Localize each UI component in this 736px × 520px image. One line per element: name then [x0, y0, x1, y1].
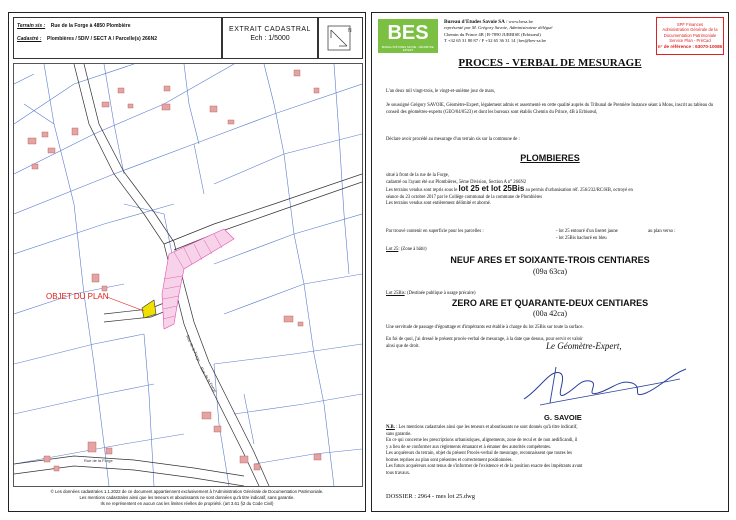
logo-subtitle: BUREAU D'ÉTUDES SAVOIE · GÉOMÈTRE-EXPERT [381, 46, 435, 52]
terrain-key: Terrain sis : [17, 23, 46, 29]
north-arrow-icon [317, 17, 363, 59]
situation-line: séance du 23 octobre 2017 par le Collège communal de la commune de Plombières [386, 194, 543, 200]
servitude-text: Une servitude de passage d'égouttage et d'impétrants est établie à charge du lot 25Bis sur toute la surface. [386, 325, 584, 330]
situation-block [386, 173, 716, 208]
commune-name: PLOMBIERES [520, 153, 580, 163]
spf-line: SPF Finances [676, 22, 704, 27]
lot25-label: Lot 25 [386, 247, 399, 252]
lot25-area-num: (09a 63ca) [533, 267, 567, 276]
lots-bold: lot 25 et lot 25Bis [458, 184, 525, 193]
declaration-text: Déclare avoir procédé au mesurage d'un terrain sis sur la commune de : [386, 137, 520, 142]
spf-line: Administration Générale de la [662, 27, 718, 33]
bureau-contact: T +32 65 31 80 87 / F +32 65 36 31 14 | bes@bes-sa.be [444, 38, 546, 44]
street-label: Rue de la Forge [199, 366, 218, 394]
nb-label: N.B. [386, 425, 395, 430]
terrain-value: Rue de la Forge à 4850 Plombière [50, 23, 131, 29]
cadastre-key: Cadastré : [17, 36, 42, 42]
situation-line: situé à front de la rue de la Forge, [386, 173, 450, 178]
spf-line: Service Plan - PréCad [669, 38, 711, 44]
spf-line: Documentation Patrimoniale [663, 32, 717, 38]
lot25bis-desc: : (Destinée publique à usage précaire) [404, 291, 476, 296]
footnote-line: Ils ne représentent en aucun cas les limites réelles de propriété. (art 3.61 §2 du Code Civil) [100, 501, 274, 506]
proces-verbal-page [371, 12, 729, 512]
cadastral-extract-page [8, 12, 366, 512]
nb-line: tous travaux. [386, 470, 411, 476]
intro-text: L'an deux mil vingt-trois, le vingt-et-unième jour de mars, [386, 89, 496, 94]
bureau-address-line: Chemin du Prince 4B | B-7890 JURBISE (Erbisœul) [444, 31, 541, 37]
nb-line: bornes reprises au plan sont présentes et correctement positionnées. [386, 457, 513, 463]
contenance-block [386, 229, 716, 243]
objet-du-plan-label: OBJET DU PLAN [46, 292, 109, 301]
spf-stamp [656, 17, 724, 55]
handwritten-signature [520, 359, 690, 411]
street-label: Rue de la Forge [185, 334, 202, 363]
map-drawing [14, 64, 362, 486]
signature-name: G. SAVOIE [544, 413, 582, 422]
surveyor-paragraph: Je soussigné Grégory SAVOIE, Géomètre-Expert, légalement admis et assermenté en cette qualité auprès du Tribunal de Première Instance séant à Mons, inscrit au tableau du conseil des géomètres-experts (GEO/04/0523) et dont les bureaux sont établis Chemin du Prince, 4B à Erbisœul, [386, 103, 714, 115]
nb-line: y a lieu de se conformer aux règlements émanant et à émaner des autorités compétentes. [386, 444, 552, 450]
spf-number: n° de référence : 63070-10086 [657, 43, 723, 49]
lot25bis-label-line [386, 291, 476, 296]
svg-text:N: N [348, 28, 352, 34]
nb-line: : Les mentions cadastrales ainsi que les teneurs et aboutissants ne sont donnés qu'à titre indicatif, [396, 425, 578, 430]
header-table [13, 17, 223, 59]
lot-25-highlight [142, 300, 156, 318]
logo-text: BES [387, 22, 429, 44]
signature-title: Le Géomètre-Expert, [546, 341, 622, 351]
extrait-scale: Ech : 1/5000 [250, 35, 290, 42]
bureau-address [444, 19, 644, 45]
nb-line: Les futurs acquéreurs sont tenus de s'informer de l'existence et de la position exacte des impétrants avant [386, 464, 583, 469]
lot25bis-label: Lot 25Bis [386, 291, 405, 296]
lot25-area-words: NEUF ARES ET SOIXANTE-TROIS CENTIARES [450, 255, 650, 265]
lot25bis-area-words: ZERO ARE ET QUARANTE-DEUX CENTIARES [451, 298, 649, 308]
contenance-lot25bis: - lot 25Bis hachuré en bleu [556, 236, 607, 241]
cadastral-map [13, 63, 363, 487]
lot25bis-area-num: (00a 42ca) [533, 309, 567, 318]
lot25-label-line [386, 247, 427, 252]
cadastral-footnote [13, 489, 361, 507]
nb-block [386, 425, 716, 477]
street-label: Rue de la Forge [84, 458, 113, 463]
bureau-rep: représenté par M. Grégory Savoie, Administrateur délégué [444, 25, 553, 31]
bureau-web: / www.besa.be [506, 19, 533, 24]
nb-line: En ce qui concerne les prescriptions urbanistiques, alignements, zone de recul et de non aedificandi, il [386, 438, 578, 443]
bes-logo [378, 19, 438, 53]
situation-line: au permis d'urbanisation réf. 256/232/RC/HB, octroyé en [525, 188, 633, 193]
dossier-reference: DOSSIER : 2964 - mes lot 25.dwg [386, 493, 475, 500]
footnote-line: © Les données cadastrales 1.1.2022 de ce document appartiennent exclusivement à l'Administration Générale de Documentation Patrimoniale. [50, 489, 324, 494]
situation-line: Les terrains vendus sont repris sous le [386, 188, 458, 193]
nb-line: Les acquéreurs du terrain, objet du présent Procès-verbal de mesurage, reconnaissent que toutes les [386, 451, 572, 456]
cadastre-value: Plombières / 5DIV / SECT A / Parcelle(s) 266N2 [47, 36, 157, 42]
extrait-title: EXTRAIT CADASTRAL [229, 26, 311, 33]
contenance-intro: Par trouvé contenir en superficie pour les parcelles : [386, 229, 484, 234]
document-title: PROCES - VERBAL DE MESURAGE [458, 57, 642, 69]
contenance-lot25: - lot 25 entouré d'un liseret jaune [556, 229, 618, 234]
lot25-desc: : (Zone à bâtir) [398, 247, 427, 252]
foi-text: En foi de quoi, j'ai dressé le présent procès-verbal de mesurage, à la date que dessus, pour servir et valoir ainsi que de droit. [386, 337, 583, 349]
extrait-box [221, 17, 319, 59]
situation-line: Les terrains vendus sont entièrement délimité et aborné. [386, 201, 491, 206]
nb-line: sans garantie. [386, 431, 412, 437]
contenance-plan: au plan verso : [648, 229, 676, 234]
footnote-line: Les mentions cadastrales ainsi que les teneurs et aboutissants ne sont données qu'à titre indicatif, sans garantie. [79, 495, 295, 500]
situation-line: cadastré ou l'ayant été sur Plombières, 5ème Division, Section A n° 266N2 [386, 179, 527, 185]
bureau-name: Bureau d'Etudes Savoie SA [444, 19, 505, 25]
